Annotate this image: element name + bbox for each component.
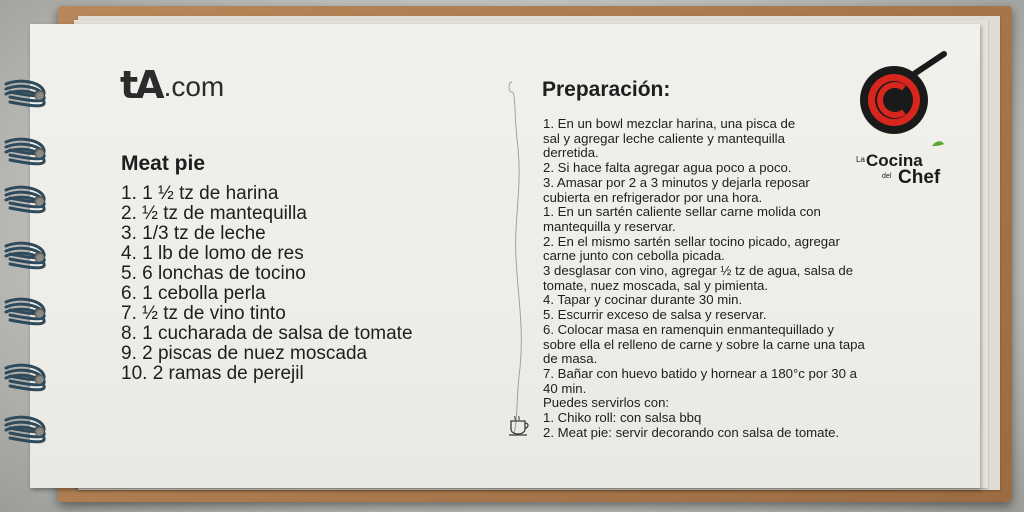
preparation-title: Preparación: — [542, 78, 671, 101]
step-line: 40 min. — [543, 380, 587, 396]
logo-text-del: del — [882, 173, 892, 180]
step-line: derretida. — [543, 145, 599, 161]
binding-hole — [34, 90, 44, 100]
step-line: 1. Chiko roll: con salsa bbq — [543, 410, 702, 426]
step-line: 2. Meat pie: servir decorando con salsa de tomate. — [543, 424, 840, 440]
step-line: 6. Colocar masa en ramenquin enmantequillado y — [543, 321, 835, 337]
ingredient-item: 2. ½ tz de mantequilla — [121, 203, 307, 224]
step-line: 3 desglasar con vino, agregar ½ tz de agua, salsa de — [543, 263, 854, 279]
step-line: sobre ella el relleno de carne y sobre la carne una tapa — [543, 336, 865, 352]
binding-hole — [34, 148, 44, 158]
thread-divider — [500, 78, 530, 438]
leaf-icon — [932, 141, 944, 146]
logo-text-chef: Chef — [898, 167, 941, 188]
site-logo[interactable] — [120, 63, 225, 107]
ingredient-item: 4. 1 lb de lomo de res — [121, 243, 304, 264]
binding-hole — [34, 308, 44, 318]
binding-hole — [34, 252, 44, 262]
step-line: sal y agregar leche caliente y mantequilla — [543, 130, 785, 146]
ingredient-item: 7. ½ tz de vino tinto — [121, 303, 286, 324]
logo-text-cocina: Cocina — [866, 151, 923, 170]
step-line: 1. En un sartén caliente sellar carne molida con — [543, 204, 821, 220]
step-line: 2. En el mismo sartén sellar tocino picado, agregar — [543, 233, 840, 249]
ingredient-item: 10. 2 ramas de perejil — [121, 363, 304, 384]
step-line: 4. Tapar y cocinar durante 30 min. — [543, 292, 743, 308]
step-line: mantequilla y reservar. — [543, 218, 676, 234]
step-line: carne junto con cebolla picada. — [543, 248, 725, 264]
step-line: 1. En un bowl mezclar harina, una pisca de — [543, 116, 796, 131]
recipe-title: Meat pie — [121, 152, 206, 175]
binding-hole — [34, 374, 44, 384]
ingredient-item: 5. 6 lonchas de tocino — [121, 263, 306, 284]
step-line: 7. Bañar con huevo batido y hornear a 180°c por 30 a — [543, 365, 857, 381]
step-line: 3. Amasar por 2 a 3 minutos y dejarla reposar — [543, 174, 810, 190]
binding-hole — [34, 196, 44, 206]
step-line: tomate, nuez moscada, sal y pimienta. — [543, 277, 769, 293]
logo-text-la: La — [856, 155, 865, 164]
step-line: 5. Escurrir exceso de salsa y reservar. — [543, 307, 767, 323]
frying-pan-icon — [860, 54, 944, 134]
ingredient-item: 3. 1/3 tz de leche — [121, 223, 266, 244]
site-logo-domain: .com — [163, 71, 225, 102]
coffee-cup-icon — [508, 414, 532, 436]
ingredient-item: 6. 1 cebolla perla — [121, 283, 266, 304]
ingredient-item: 8. 1 cucharada de salsa de tomate — [121, 323, 413, 344]
step-line: cubierta en refrigerador por una hora. — [543, 189, 763, 205]
binding-hole — [34, 426, 44, 436]
step-line: 2. Si hace falta agregar agua poco a poco. — [543, 160, 792, 176]
site-logo-mark: tA — [120, 63, 162, 107]
cocina-del-chef-logo[interactable] — [852, 50, 952, 190]
step-line: de masa. — [543, 351, 598, 367]
ingredient-item: 9. 2 piscas de nuez moscada — [121, 343, 368, 364]
ingredient-item: 1. 1 ½ tz de harina — [121, 183, 279, 204]
ingredient-list — [121, 184, 413, 384]
step-line: Puedes servirlos con: — [543, 395, 670, 411]
